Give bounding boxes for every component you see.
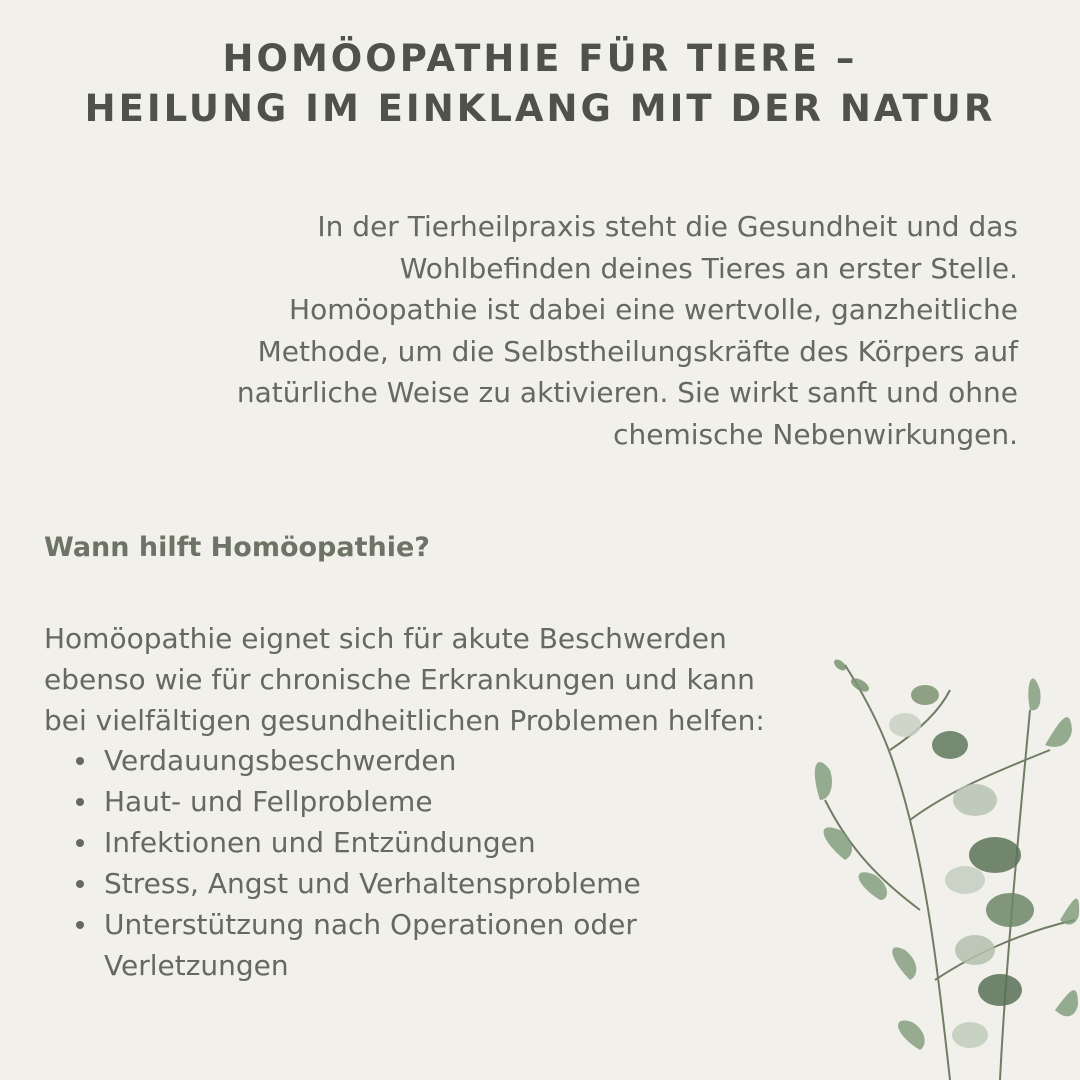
list-item-label: Infektionen und Entzündungen: [104, 826, 536, 859]
body-line: bei vielfältigen gesundheitlichen Problemen helfen:: [44, 704, 765, 737]
problem-list: [44, 740, 804, 986]
list-item: [44, 740, 804, 781]
intro-line: Homöopathie ist dabei eine wertvolle, ganzheitliche: [289, 293, 1018, 326]
list-item-label: Verdauungsbeschwerden: [104, 744, 457, 777]
list-item: [44, 822, 804, 863]
intro-line: chemische Nebenwirkungen.: [613, 417, 1018, 451]
section-body: [44, 618, 834, 741]
body-line: Homöopathie eignet sich für akute Beschwerden: [44, 622, 727, 655]
list-item-label: Haut- und Fellprobleme: [104, 785, 433, 818]
list-item: [44, 904, 804, 986]
list-item: [44, 781, 804, 822]
page-title: [0, 34, 1080, 134]
intro-paragraph: [158, 206, 1018, 455]
intro-line: In der Tierheilpraxis steht die Gesundheit und das: [317, 210, 1018, 243]
intro-line: Wohlbefinden deines Tieres an erster Stelle.: [399, 251, 1018, 285]
list-item-label: Unterstützung nach Operationen oder Verletzungen: [104, 908, 637, 982]
bullet-icon: [76, 839, 84, 847]
list-item-label: Stress, Angst und Verhaltensprobleme: [104, 867, 641, 900]
bullet-icon: [76, 880, 84, 888]
title-line-2: HEILUNG IM EINKLANG MIT DER NATUR: [84, 87, 996, 130]
bullet-icon: [76, 757, 84, 765]
section-heading: Wann hilft Homöopathie?: [44, 532, 430, 563]
body-line: ebenso wie für chronische Erkrankungen und kann: [44, 663, 755, 696]
bullet-icon: [76, 921, 84, 929]
title-line-1: HOMÖOPATHIE FÜR TIERE –: [222, 37, 858, 80]
bullet-icon: [76, 798, 84, 806]
eucalyptus-branch-icon: [800, 650, 1080, 1080]
list-item: [44, 863, 804, 904]
intro-line: Methode, um die Selbstheilungskräfte des Körpers auf: [257, 334, 1018, 368]
intro-line: natürliche Weise zu aktivieren. Sie wirkt sanft und ohne: [236, 376, 1018, 409]
